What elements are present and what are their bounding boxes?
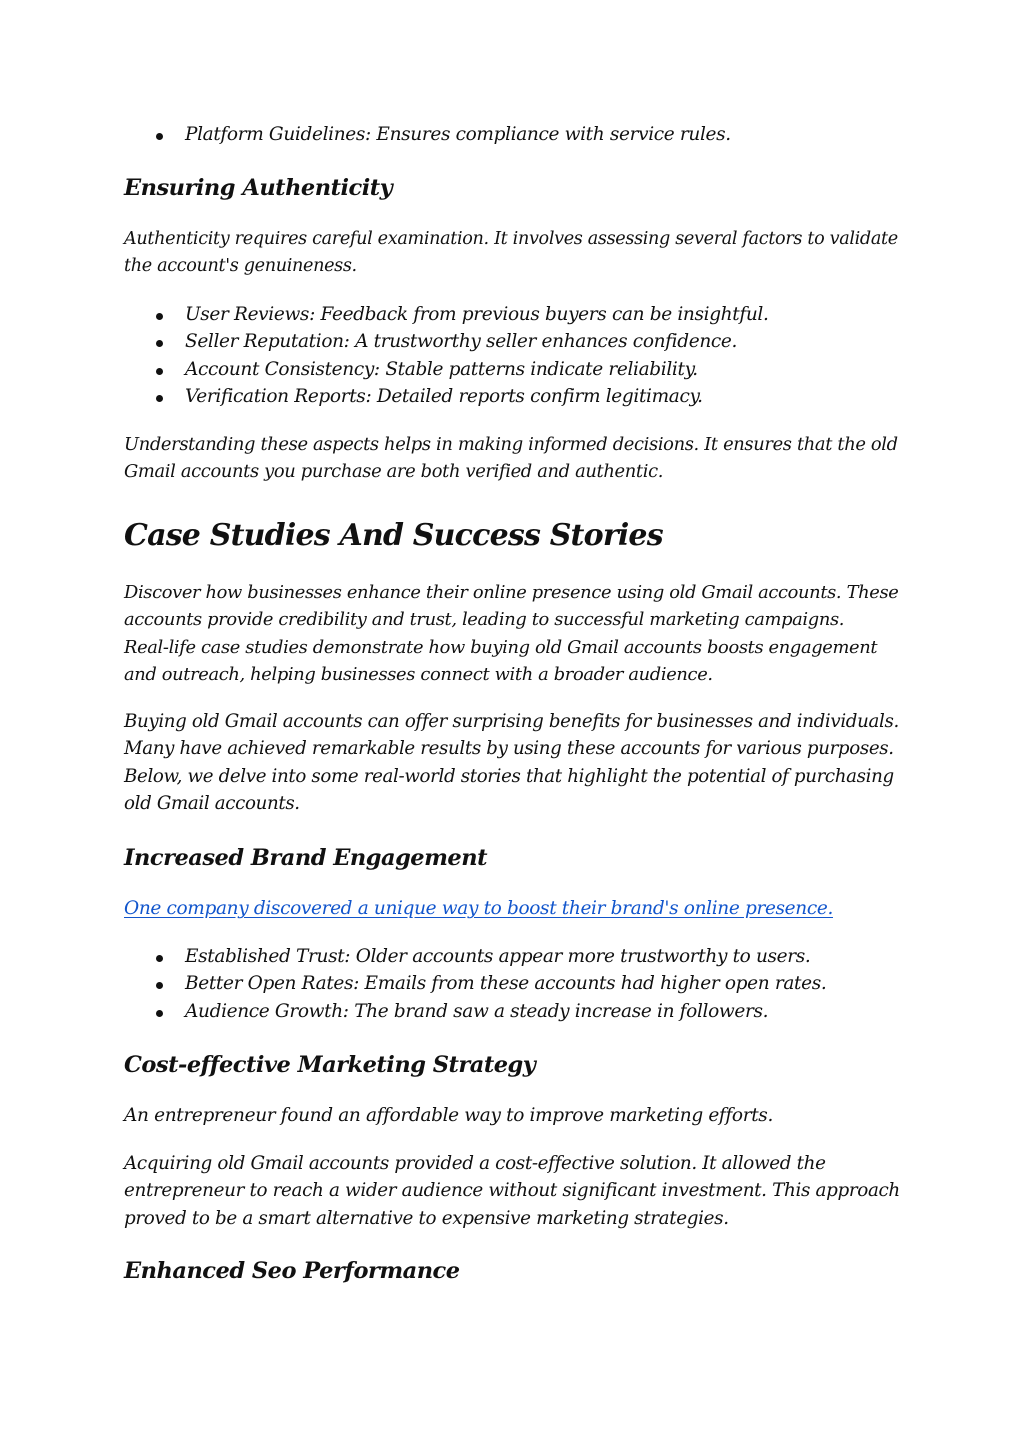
cost-effective-paragraph-2: Acquiring old Gmail accounts provided a cost-effective solution. It allowed the entrepreneur to reach a wider audience without significant investment. This approach proved to be a smart alternative to expensive marketing strategies. [124,1153,900,1229]
bullet-icon [156,1010,163,1017]
bullet-icon [156,133,163,140]
bullet-icon [156,340,163,347]
bullet-icon [156,955,163,962]
authenticity-list [124,301,769,410]
brand-presence-link[interactable]: One company discovered a unique way to boost their brand's online presence. [124,898,833,919]
section-heading-brand-engagement: Increased Brand Engagement [124,845,487,871]
authenticity-outro-paragraph: Understanding these aspects helps in making informed decisions. It ensures that the old Gmail accounts you purchase are both verified and authentic. [124,434,898,483]
list-item: Account Consistency: Stable patterns indicate reliability. [124,356,769,383]
list-item: User Reviews: Feedback from previous buyers can be insightful. [124,301,769,328]
authenticity-intro-paragraph: Authenticity requires careful examination. It involves assessing several factors to validate the account's genuineness. [124,229,898,277]
bullet-icon [156,982,163,989]
section-heading-cost-effective: Cost-effective Marketing Strategy [124,1052,536,1078]
brand-engagement-paragraph [124,895,833,922]
list-item: Better Open Rates: Emails from these accounts had higher open rates. [124,970,826,997]
list-item: Verification Reports: Detailed reports confirm legitimacy. [124,383,769,410]
section-heading-case-studies: Case Studies And Success Stories [124,518,663,553]
list-item: Seller Reputation: A trustworthy seller enhances confidence. [124,328,769,355]
list-item: Platform Guidelines: Ensures compliance with service rules. [124,121,731,148]
bullet-icon [156,313,163,320]
bullet-icon [156,368,163,375]
cost-effective-paragraph-1: An entrepreneur found an affordable way to improve marketing efforts. [124,1105,773,1126]
case-studies-paragraph-1: Discover how businesses enhance their online presence using old Gmail accounts. These accounts provide credibility and trust, leading to successful marketing campaigns. Real-life case studies demonstrate how buying old Gmail accounts boosts engagement and outreach, helping businesses connect with a broader audience. [124,582,899,685]
bullet-icon [156,395,163,402]
guidelines-list [124,121,731,148]
list-item: Established Trust: Older accounts appear more trustworthy to users. [124,943,826,970]
section-heading-seo: Enhanced Seo Performance [124,1258,460,1284]
section-heading-authenticity: Ensuring Authenticity [124,175,393,201]
brand-engagement-list [124,943,826,1025]
case-studies-paragraph-2: Buying old Gmail accounts can offer surprising benefits for businesses and individuals. Many have achieved remarkable results by using these accounts for various purposes. Below, we delve into some real-world stories that highlight the potential of purchasing old Gmail accounts. [124,711,899,814]
list-item: Audience Growth: The brand saw a steady increase in followers. [124,998,826,1025]
